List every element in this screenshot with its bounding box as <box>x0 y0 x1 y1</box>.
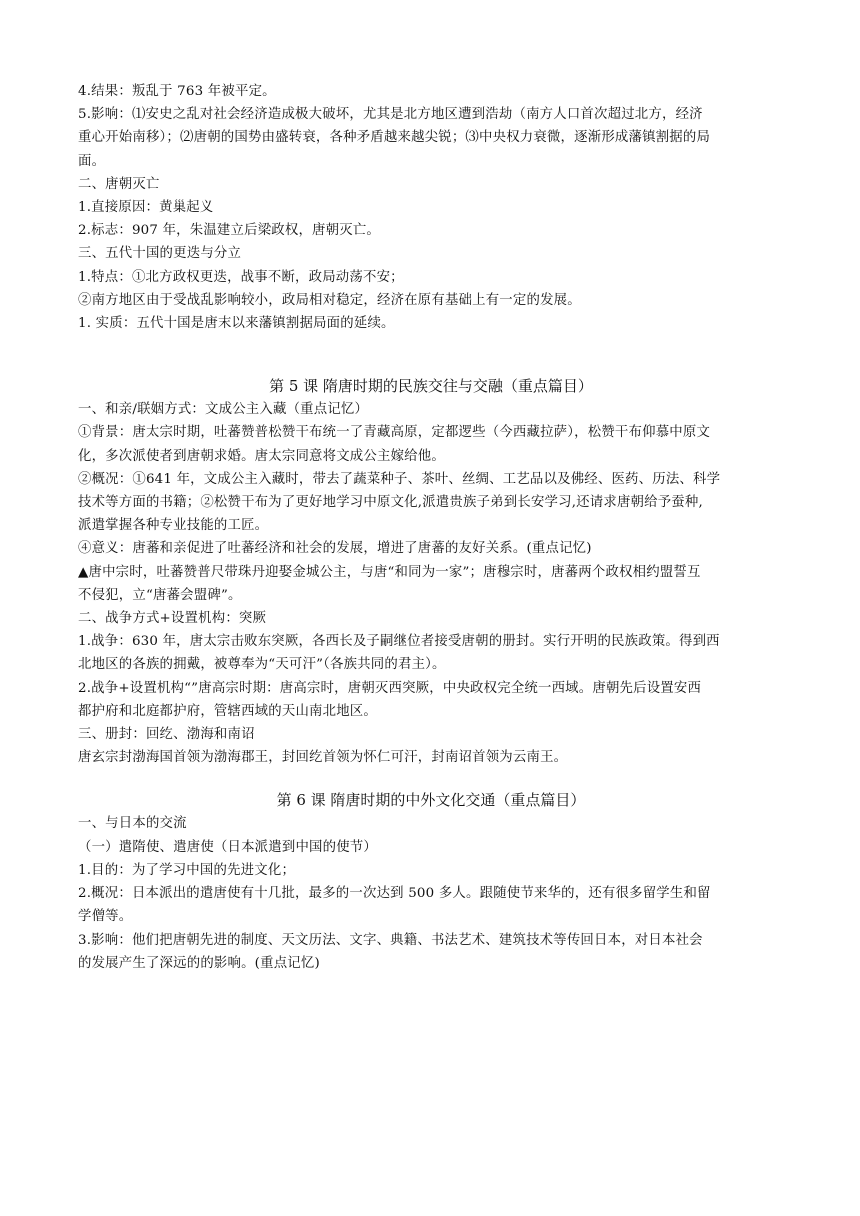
lesson-6-title: 第 6 课 隋唐时期的中外文化交通（重点篇目） <box>276 791 586 810</box>
section-heading: 一、和亲/联姻方式：文成公主入藏（重点记忆） <box>78 402 369 418</box>
text-line: ②南方地区由于受战乱影响较小，政局相对稳定，经济在原有基础上有一定的发展。 <box>78 292 581 308</box>
text-line: ①背景：唐太宗时期，吐蕃赞普松赞干布统一了青藏高原，定都逻些（今西藏拉萨），松赞干布仰慕中原文 <box>78 425 711 441</box>
section-heading: 三、册封：回纥、渤海和南诏 <box>78 727 255 743</box>
text-line: 不侵犯，立“唐蕃会盟碑”。 <box>78 587 242 603</box>
text-line: 1. 实质：五代十国是唐末以来藩镇割据局面的延续。 <box>78 316 395 332</box>
text-line: ▲唐中宗时，吐蕃赞普尺带珠丹迎娶金城公主，与唐“和同为一家”；唐穆宗时，唐蕃两个政权相约盟誓互 <box>78 564 701 580</box>
section-heading: 二、唐朝灭亡 <box>78 176 160 192</box>
text-line: 唐玄宗封渤海国首领为渤海郡王，封回纥首领为怀仁可汗，封南诏首领为云南王。 <box>78 750 568 766</box>
text-line: 2.概况：日本派出的遣唐使有十几批，最多的一次达到 500 多人。跟随使节来华的，还有很多留学生和留 <box>78 886 711 902</box>
section-lesson-5 <box>78 398 784 769</box>
text-line: 1.目的：为了学习中国的先进文化； <box>78 862 296 878</box>
text-line: 面。 <box>78 153 106 169</box>
text-line: 都护府和北庭都护府，管辖西域的天山南北地区。 <box>78 703 377 719</box>
section-an-shi-aftermath <box>78 80 784 335</box>
section-heading: 二、战争方式+设置机构：突厥 <box>78 611 267 627</box>
text-line: 技术等方面的书籍；②松赞干布为了更好地学习中原文化,派遣贵族子弟到长安学习,还请求唐朝给予蚕种, <box>78 495 703 511</box>
text-line: 3.影响：他们把唐朝先进的制度、天文历法、文字、典籍、书法艺术、建筑技术等传回日本，对日本社会 <box>78 932 703 948</box>
text-line: ②概况：①641 年，文成公主入藏时，带去了蔬菜种子、茶叶、丝绸、工艺品以及佛经、医药、历法、科学 <box>78 471 721 487</box>
text-line: 5.影响：⑴安史之乱对社会经济造成极大破坏，尤其是北方地区遭到浩劫（南方人口首次超过北方，经济 <box>78 107 703 123</box>
text-line: 1.战争：630 年，唐太宗击败东突厥，各西长及子嗣继位者接受唐朝的册封。实行开明的民族政策。得到西 <box>78 634 720 650</box>
section-heading: 一、与日本的交流 <box>78 816 187 832</box>
text-line: 1.特点：①北方政权更迭，战事不断，政局动荡不安； <box>78 269 404 285</box>
text-line: 4.结果：叛乱于 763 年被平定。 <box>78 84 276 99</box>
text-line: 北地区的各族的拥戴，被尊奉为“天可汗”（各族共同的君主）。 <box>78 657 446 673</box>
text-line: 派遣掌握各种专业技能的工匠。 <box>78 518 269 534</box>
section-heading: 三、五代十国的更迭与分立 <box>78 246 242 262</box>
text-line: 化，多次派使者到唐朝求婚。唐太宗同意将文成公主嫁给他。 <box>78 448 445 464</box>
text-line: 重心开始南移）；⑵唐朝的国势由盛转衰，各种矛盾越来越尖锐；⑶中央权力衰微，逐渐形成藩镇割据的局 <box>78 130 711 146</box>
lesson-5-title: 第 5 课 隋唐时期的民族交往与交融（重点篇目） <box>269 377 593 396</box>
text-line: （一）遣隋使、遣唐使（日本派遣到中国的使节） <box>78 839 377 855</box>
text-line: ④意义：唐蕃和亲促进了吐蕃经济和社会的发展，增进了唐蕃的友好关系。(重点记忆) <box>78 541 592 557</box>
text-line: 的发展产生了深远的的影响。(重点记忆) <box>78 955 320 971</box>
section-lesson-6 <box>78 812 784 974</box>
text-line: 学僧等。 <box>78 909 133 925</box>
text-line: 1.直接原因：黄巢起义 <box>78 200 214 216</box>
text-line: 2.战争+设置机构“”唐高宗时期：唐高宗时，唐朝灭西突厥，中央政权完全统一西域。唐朝先后设置安西 <box>78 680 702 696</box>
document-page <box>78 80 784 975</box>
text-line: 2.标志：907 年，朱温建立后梁政权，唐朝灭亡。 <box>78 223 381 239</box>
